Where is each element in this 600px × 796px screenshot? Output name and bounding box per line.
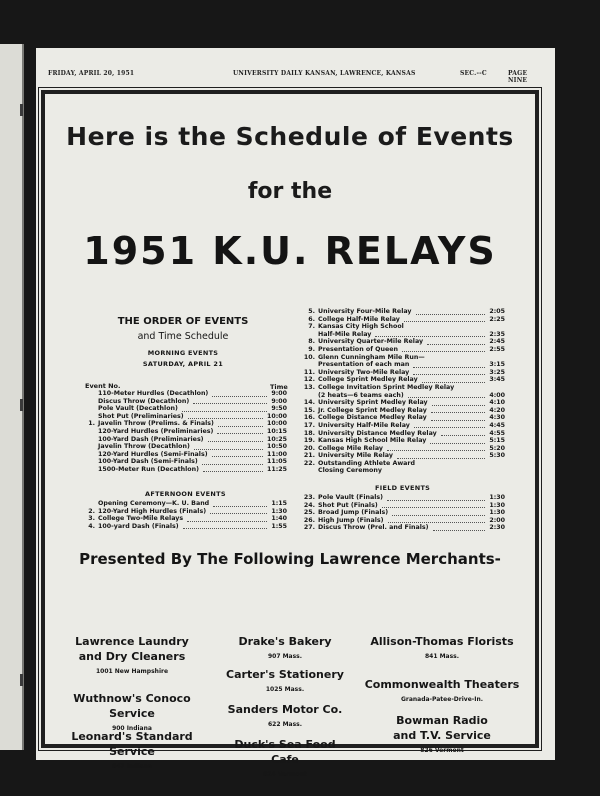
- dot-leader: [387, 494, 485, 501]
- dot-leader: [392, 509, 485, 516]
- event-time: 9:00: [271, 397, 287, 405]
- merchant-ad: [57, 729, 207, 770]
- event-name: Pole Vault (Decathlon): [98, 405, 178, 413]
- event-name: Closing Ceremony: [318, 467, 382, 475]
- event-name: Outstanding Athlete Award: [318, 459, 416, 467]
- event-row: [301, 407, 505, 415]
- dot-leader: [202, 458, 263, 465]
- dot-leader: [408, 392, 485, 399]
- event-row: [301, 346, 505, 354]
- event-row: [301, 308, 505, 316]
- event-time: 4:55: [489, 429, 505, 437]
- merchant-address: 900 Indiana: [112, 725, 152, 732]
- header-paper: UNIVERSITY DAILY KANSAN, LAWRENCE, KANSAS: [233, 70, 416, 77]
- event-time: 9:50: [271, 405, 287, 413]
- event-name: Glenn Cunningham Mile Run—: [318, 353, 425, 361]
- merchant-name: Drake's Bakery: [238, 635, 332, 648]
- event-name: Broad Jump (Finals): [318, 509, 389, 517]
- event-time: 1:30: [271, 507, 287, 515]
- dot-leader: [433, 524, 485, 531]
- event-name: Discus Throw (Decathlon): [98, 397, 190, 405]
- event-name: 110-Meter Hurdles (Decathlon): [98, 390, 209, 397]
- merchant-ad: [57, 634, 207, 675]
- event-time: 10:00: [266, 412, 287, 420]
- event-time: 11:25: [266, 465, 287, 473]
- event-name: University Two-Mile Relay: [318, 368, 410, 376]
- event-name: University Four-Mile Relay: [318, 308, 412, 315]
- merchant-address: 847 Indiana: [112, 763, 152, 770]
- relay-events-list: [301, 308, 505, 475]
- event-row: [85, 443, 287, 451]
- dot-leader: [213, 500, 267, 507]
- event-name: 1500-Meter Run (Decathlon): [98, 465, 199, 473]
- merchant-name: Leonard's Standard Service: [71, 730, 193, 758]
- event-time: 5:30: [489, 452, 505, 460]
- event-time: 9:00: [271, 390, 287, 397]
- event-number: 24.: [303, 501, 315, 509]
- event-number: 11.: [303, 368, 315, 376]
- event-time: 1:15: [271, 500, 287, 507]
- event-time: 3:15: [489, 361, 505, 369]
- dot-leader: [422, 376, 485, 383]
- event-time: 1:40: [271, 515, 287, 523]
- event-number: 16.: [303, 414, 315, 422]
- binding-mark: [20, 674, 23, 686]
- merchant-ad: [57, 691, 207, 732]
- presented-by: Presented By The Following Lawrence Merchants-: [79, 550, 501, 568]
- event-name: University Half-Mile Relay: [318, 421, 410, 429]
- event-time: 4:30: [489, 414, 505, 422]
- dot-leader: [432, 399, 485, 406]
- merchant-address: 1025 Mass.: [265, 686, 305, 693]
- event-row: [301, 445, 505, 453]
- event-time: 10:50: [266, 443, 287, 451]
- event-row: [301, 323, 505, 331]
- event-name: College Invitation Sprint Medley Relay: [318, 383, 455, 391]
- event-number: 25.: [303, 509, 315, 517]
- event-row: [85, 515, 287, 523]
- event-row: [85, 523, 287, 531]
- event-number: 10.: [303, 353, 315, 361]
- afternoon-heading: AFTERNOON EVENTS: [145, 490, 226, 498]
- event-name: Kansas City High School: [318, 323, 404, 331]
- merchant-address: 824 Vermont: [263, 771, 307, 778]
- dot-leader: [208, 436, 263, 443]
- dot-leader: [387, 445, 485, 452]
- event-number: 7.: [308, 323, 315, 331]
- event-number: 1.: [88, 420, 95, 428]
- merchant-address: Granada-Patee-Drive-In.: [400, 696, 484, 703]
- dot-leader: [413, 361, 485, 368]
- event-row: [301, 467, 505, 475]
- event-row: [85, 436, 287, 444]
- event-row: [85, 390, 287, 398]
- dot-leader: [193, 398, 267, 405]
- headline-line2: for the: [247, 179, 333, 204]
- event-row: [301, 331, 505, 339]
- field-events-list: [301, 494, 505, 532]
- merchant-name: Allison-Thomas Florists: [370, 635, 514, 648]
- event-name: College Sprint Medley Relay: [318, 376, 418, 384]
- event-number: 14.: [303, 399, 315, 407]
- event-row: [301, 494, 505, 502]
- event-name: College Half-Mile Relay: [318, 315, 400, 323]
- event-number: 6.: [308, 315, 315, 323]
- event-time: 5:20: [489, 444, 505, 452]
- event-name: 120-Yard Hurdles (Preliminaries): [98, 427, 214, 435]
- merchant-address: 826 Vermont: [420, 747, 464, 754]
- event-time: 11:00: [266, 450, 287, 458]
- merchant-ad: [220, 634, 350, 660]
- event-row: [301, 517, 505, 525]
- event-number: 15.: [303, 406, 315, 414]
- event-name: College Two-Mile Relays: [98, 515, 184, 523]
- event-row: [301, 354, 505, 362]
- dot-leader: [212, 451, 263, 458]
- event-time: 10:00: [266, 420, 287, 428]
- headline-line1: Here is the Schedule of Events: [66, 122, 514, 151]
- event-time: 2:45: [489, 338, 505, 346]
- event-name: 100-Yard Dash (Preliminaries): [98, 435, 204, 443]
- event-time: 2:05: [489, 308, 505, 315]
- dot-leader: [413, 369, 485, 376]
- event-time: 10:15: [266, 427, 287, 435]
- event-name: High Jump (Finals): [318, 516, 384, 524]
- event-time: 1:30: [489, 501, 505, 509]
- event-row: [301, 437, 505, 445]
- event-row: [301, 430, 505, 438]
- dot-leader: [218, 420, 263, 427]
- event-name: Shot Put (Preliminaries): [98, 412, 184, 420]
- dot-leader: [430, 437, 485, 444]
- dot-leader: [210, 508, 267, 515]
- event-name: Jr. College Sprint Medley Relay: [318, 406, 427, 414]
- event-row: [301, 524, 505, 532]
- dot-leader: [416, 308, 485, 315]
- dot-leader: [217, 428, 263, 435]
- event-row: [85, 398, 287, 406]
- event-name: University Distance Medley Relay: [318, 429, 437, 437]
- event-number: 18.: [303, 429, 315, 437]
- merchant-ad: [357, 713, 527, 754]
- event-row: [301, 452, 505, 460]
- event-time: 1:30: [489, 494, 505, 501]
- event-number: 4.: [88, 522, 95, 530]
- event-number: 5.: [308, 308, 315, 315]
- merchant-name: Lawrence Laundry and Dry Cleaners: [75, 635, 189, 663]
- dot-leader: [397, 452, 485, 459]
- order-subtitle: and Time Schedule: [137, 331, 229, 342]
- event-name: (2 heats—6 teams each): [318, 391, 404, 399]
- merchant-name: Carter's Stationery: [226, 668, 344, 681]
- dot-leader: [212, 390, 267, 397]
- event-row: [301, 460, 505, 468]
- event-time: 3:45: [489, 376, 505, 384]
- event-number: 23.: [303, 494, 315, 501]
- event-row: [85, 428, 287, 436]
- dot-leader: [404, 316, 485, 323]
- event-number: 20.: [303, 444, 315, 452]
- event-number: 17.: [303, 421, 315, 429]
- order-title: THE ORDER OF EVENTS: [117, 316, 249, 327]
- headline-line3: 1951 K.U. RELAYS: [83, 229, 497, 273]
- dot-leader: [388, 517, 485, 524]
- event-name: 100-Yard Dash (Semi-Finals): [98, 458, 198, 466]
- merchant-address: 907 Mass.: [267, 653, 303, 660]
- event-time: 2:55: [489, 345, 505, 353]
- merchant-name: Sanders Motor Co.: [227, 703, 343, 716]
- event-number: 3.: [88, 515, 95, 523]
- morning-day: SATURDAY, APRIL 21: [142, 360, 224, 368]
- event-name: 100-yard Dash (Finals): [98, 522, 179, 530]
- dot-leader: [187, 515, 267, 522]
- field-heading: FIELD EVENTS: [375, 484, 431, 492]
- morning-events-list: [85, 390, 287, 474]
- event-row: [85, 458, 287, 466]
- dot-leader: [188, 413, 263, 420]
- event-row: [85, 508, 287, 516]
- event-row: [301, 502, 505, 510]
- dot-leader: [402, 346, 485, 353]
- dot-leader: [441, 430, 485, 437]
- event-row: [301, 422, 505, 430]
- event-time: 4:00: [489, 391, 505, 399]
- event-time: 2:25: [489, 315, 505, 323]
- dot-leader: [382, 502, 485, 509]
- event-time: 2:35: [489, 330, 505, 338]
- dot-leader: [194, 443, 263, 450]
- event-time: 2:30: [489, 524, 505, 532]
- event-row: [301, 384, 505, 392]
- event-row: [85, 420, 287, 428]
- event-name: Javelin Throw (Decathlon): [98, 443, 190, 451]
- event-name: Presentation of Queen: [318, 345, 399, 353]
- dot-leader: [203, 466, 263, 473]
- event-row: [301, 414, 505, 422]
- dot-leader: [431, 414, 485, 421]
- event-name: Opening Ceremony—K. U. Band: [98, 500, 210, 507]
- event-number: 26.: [303, 516, 315, 524]
- event-number: 21.: [303, 452, 315, 460]
- previous-page-edge: [0, 44, 24, 750]
- afternoon-events-list: [85, 500, 287, 530]
- binding-mark: [20, 399, 23, 411]
- event-number: 13.: [303, 383, 315, 391]
- event-name: University Mile Relay: [318, 452, 393, 460]
- event-time: 10:25: [266, 435, 287, 443]
- dot-leader: [182, 405, 267, 412]
- event-row: [301, 376, 505, 384]
- event-number: 22.: [303, 459, 315, 467]
- event-name: 120-Yard High Hurdles (Finals): [98, 507, 207, 515]
- event-row: [301, 392, 505, 400]
- event-number: 27.: [303, 524, 315, 532]
- order-heading: [93, 316, 273, 368]
- event-time: 1:30: [489, 509, 505, 517]
- event-row: [301, 399, 505, 407]
- event-name: Presentation of each man: [318, 361, 410, 369]
- merchant-address: 1001 New Hampshire: [95, 668, 169, 675]
- ad-frame: [41, 90, 539, 778]
- event-number: 19.: [303, 437, 315, 445]
- event-time: 5:15: [489, 437, 505, 445]
- event-time: 1:55: [271, 522, 287, 530]
- event-row: [301, 509, 505, 517]
- event-no-heading: Event No.: [85, 382, 121, 390]
- morning-heading: MORNING EVENTS: [147, 349, 219, 357]
- event-name: 120-Yard Hurdles (Semi-Finals): [98, 450, 208, 458]
- merchant-name: Duck's Sea Food Cafe: [234, 738, 336, 766]
- newspaper-page: [36, 48, 555, 778]
- dot-leader: [427, 338, 485, 345]
- event-row: [85, 500, 287, 508]
- event-name: University Quarter-Mile Relay: [318, 338, 424, 346]
- event-name: Pole Vault (Finals): [318, 494, 384, 501]
- dot-leader: [414, 422, 485, 429]
- event-time: 11:05: [266, 458, 287, 466]
- event-time: 4:20: [489, 406, 505, 414]
- event-name: College Mile Relay: [318, 444, 383, 452]
- event-name: College Distance Medley Relay: [318, 414, 427, 422]
- time-heading: Time: [270, 383, 288, 391]
- page-header: [48, 70, 547, 84]
- merchant-address: 841 Mass.: [424, 653, 460, 660]
- header-date: FRIDAY, APRIL 20, 1951: [48, 70, 135, 77]
- event-name: Discus Throw (Prel. and Finals): [318, 524, 429, 532]
- event-number: 8.: [308, 338, 315, 346]
- merchant-name: Bowman Radio and T.V. Service: [393, 714, 491, 742]
- merchant-ad: [220, 737, 350, 778]
- merchant-ad: [220, 702, 350, 728]
- dot-leader: [183, 523, 267, 530]
- dot-leader: [431, 407, 485, 414]
- binding-mark: [20, 104, 23, 116]
- event-name: Javelin Throw (Prelims. & Finals): [98, 420, 214, 428]
- event-name: Shot Put (Finals): [318, 501, 378, 509]
- event-number: 12.: [303, 376, 315, 384]
- merchant-address: 622 Mass.: [267, 721, 303, 728]
- header-section: SEC.--C: [460, 70, 487, 77]
- header-page: PAGE NINE: [508, 70, 528, 84]
- event-number: 2.: [88, 507, 95, 515]
- event-time: 3:25: [489, 368, 505, 376]
- event-number: 9.: [308, 345, 315, 353]
- event-name: Half-Mile Relay: [318, 330, 372, 338]
- event-time: 4:10: [489, 399, 505, 407]
- event-time: 4:45: [489, 421, 505, 429]
- merchant-ad: [220, 667, 350, 693]
- event-row: [85, 413, 287, 421]
- event-time: 2:00: [489, 516, 505, 524]
- merchant-name: Commonwealth Theaters: [364, 678, 520, 691]
- event-row: [301, 338, 505, 346]
- event-row: [301, 369, 505, 377]
- dot-leader: [375, 331, 485, 338]
- event-name: University Sprint Medley Relay: [318, 399, 428, 407]
- event-row: [301, 361, 505, 369]
- merchant-ad: [357, 677, 527, 703]
- merchant-name: Wuthnow's Conoco Service: [73, 692, 191, 720]
- event-row: [85, 466, 287, 474]
- event-row: [85, 451, 287, 459]
- event-name: Kansas High School Mile Relay: [318, 437, 427, 445]
- merchant-ad: [357, 634, 527, 660]
- event-row: [301, 316, 505, 324]
- event-row: [85, 405, 287, 413]
